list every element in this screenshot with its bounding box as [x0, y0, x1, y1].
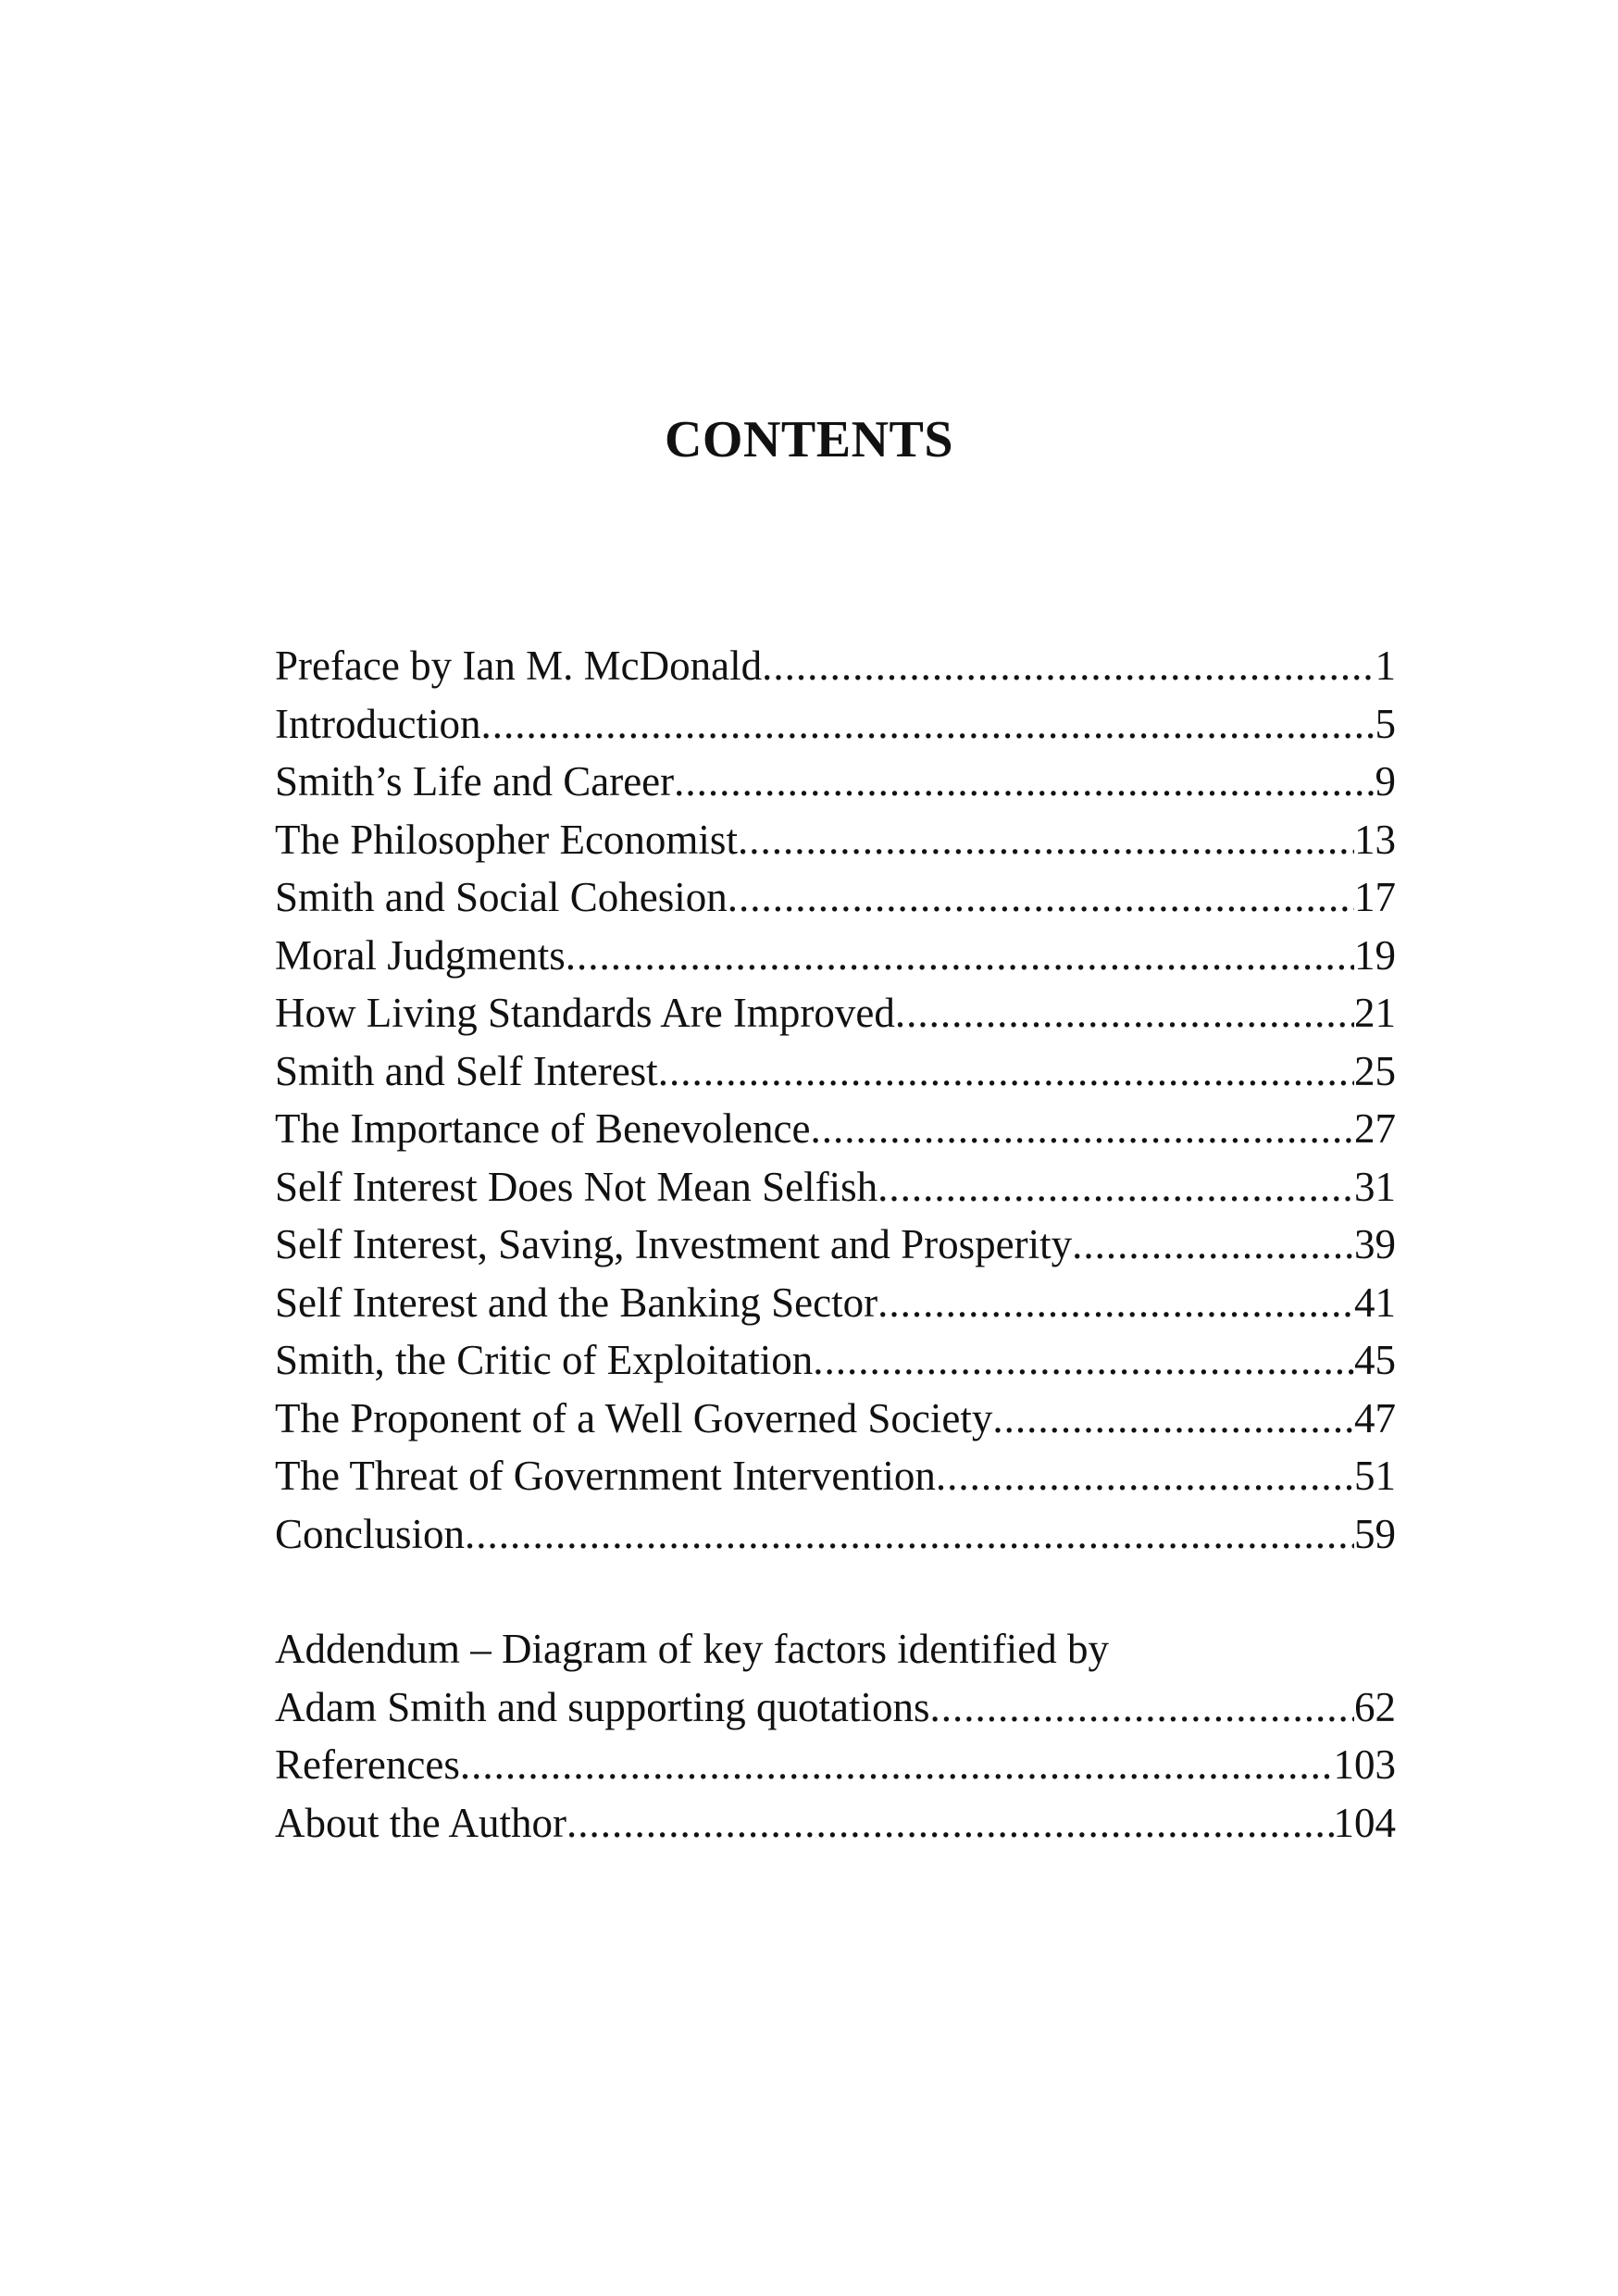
- toc-dot-leader: [728, 868, 1354, 927]
- toc-entry-page: 103: [1333, 1741, 1396, 1788]
- toc-dot-leader: [810, 1100, 1354, 1158]
- toc-addendum-line-2: [275, 1678, 1396, 1737]
- toc-entry-label: Moral Judgments: [275, 931, 566, 979]
- toc-entry: [275, 695, 1396, 754]
- toc-dot-leader: [1072, 1216, 1354, 1274]
- toc-entry-page: 62: [1354, 1683, 1396, 1730]
- toc-back-matter: [275, 1736, 1396, 1852]
- toc-entry-page: 1: [1375, 643, 1396, 689]
- toc-entry-page: 25: [1354, 1047, 1396, 1094]
- toc-entry-label: About the Author: [275, 1799, 566, 1846]
- toc-dot-leader: [877, 1274, 1354, 1332]
- toc-dot-leader: [936, 1447, 1354, 1505]
- toc-entry-label: The Threat of Government Intervention: [275, 1453, 936, 1499]
- toc-dot-leader: [658, 1042, 1354, 1101]
- toc-entry-label: Self Interest and the Banking Sector: [275, 1279, 878, 1326]
- toc-dot-leader: [465, 1505, 1354, 1564]
- toc-entry-label: Adam Smith and supporting quotations: [275, 1683, 930, 1730]
- toc-entry: [275, 1274, 1396, 1332]
- toc-entry-label: Smith and Self Interest: [275, 1047, 658, 1094]
- toc-entry: [275, 1331, 1396, 1390]
- toc-addendum-line-1: [275, 1620, 1396, 1678]
- toc-entry-page: 21: [1354, 990, 1396, 1036]
- toc-entry: [275, 637, 1396, 695]
- toc-entry-label: Self Interest, Saving, Investment and Prosperity: [275, 1221, 1073, 1267]
- toc-entry: [275, 927, 1396, 985]
- toc-dot-leader: [566, 1794, 1334, 1853]
- toc-entry: [275, 868, 1396, 927]
- toc-dot-leader: [480, 695, 1375, 754]
- toc-entry: [275, 1794, 1396, 1853]
- toc-dot-leader: [674, 753, 1375, 811]
- toc-entry-label: References: [275, 1741, 460, 1788]
- toc-entry: [275, 984, 1396, 1042]
- toc-entry-label: Smith’s Life and Career: [275, 758, 675, 805]
- toc-dot-leader: [895, 984, 1354, 1042]
- toc-dot-leader: [992, 1390, 1354, 1448]
- toc-dot-leader: [813, 1331, 1354, 1390]
- page-title: CONTENTS: [664, 411, 954, 468]
- toc-entry-page: 41: [1354, 1279, 1396, 1326]
- toc-entry-page: 5: [1375, 700, 1396, 747]
- table-of-contents: [275, 637, 1396, 1852]
- toc-entry: [275, 811, 1396, 869]
- toc-entry-page: 45: [1354, 1337, 1396, 1383]
- toc-entry: [275, 1736, 1396, 1794]
- toc-spacer: [275, 1563, 1396, 1620]
- toc-entry-page: 13: [1354, 816, 1396, 863]
- toc-dot-leader: [566, 927, 1354, 985]
- toc-dot-leader: [929, 1678, 1354, 1737]
- toc-entry-page: 39: [1354, 1221, 1396, 1267]
- toc-entry-page: 31: [1354, 1163, 1396, 1210]
- toc-dot-leader: [738, 811, 1354, 869]
- toc-entry-label: The Philosopher Economist: [275, 816, 738, 863]
- toc-entry: [275, 1216, 1396, 1274]
- toc-entry-label: The Proponent of a Well Governed Society: [275, 1394, 993, 1441]
- toc-entry-page: 27: [1354, 1105, 1396, 1152]
- toc-dot-leader: [762, 637, 1375, 695]
- toc-entry-page: 19: [1354, 931, 1396, 979]
- toc-entry-page: 59: [1354, 1510, 1396, 1557]
- toc-entry-page: 47: [1354, 1394, 1396, 1441]
- toc-entry: [275, 1505, 1396, 1564]
- toc-entry: [275, 1042, 1396, 1101]
- toc-dot-leader: [460, 1736, 1334, 1794]
- toc-entry-label: Addendum – Diagram of key factors identified by: [275, 1626, 1109, 1672]
- toc-entry-label: Preface by Ian M. McDonald: [275, 643, 763, 689]
- toc-entry: [275, 1100, 1396, 1158]
- toc-entry: [275, 1447, 1396, 1505]
- toc-entry-label: How Living Standards Are Improved: [275, 990, 895, 1036]
- toc-entry: [275, 753, 1396, 811]
- toc-entry: [275, 1390, 1396, 1448]
- toc-entry-page: 104: [1333, 1799, 1396, 1846]
- toc-entry-label: Smith and Social Cohesion: [275, 874, 728, 920]
- toc-entry-label: Self Interest Does Not Mean Selfish: [275, 1163, 878, 1210]
- toc-entry-page: 17: [1354, 874, 1396, 920]
- toc-dot-leader: [877, 1158, 1354, 1217]
- toc-entry-page: 51: [1354, 1453, 1396, 1499]
- toc-entry-page: 9: [1375, 758, 1396, 805]
- toc-entry: [275, 1158, 1396, 1217]
- toc-entry-label: Conclusion: [275, 1510, 466, 1557]
- toc-entry-label: The Importance of Benevolence: [275, 1105, 811, 1152]
- toc-entry-label: Smith, the Critic of Exploitation: [275, 1337, 814, 1383]
- toc-main-entries: [275, 637, 1396, 1563]
- toc-entry-label: Introduction: [275, 700, 481, 747]
